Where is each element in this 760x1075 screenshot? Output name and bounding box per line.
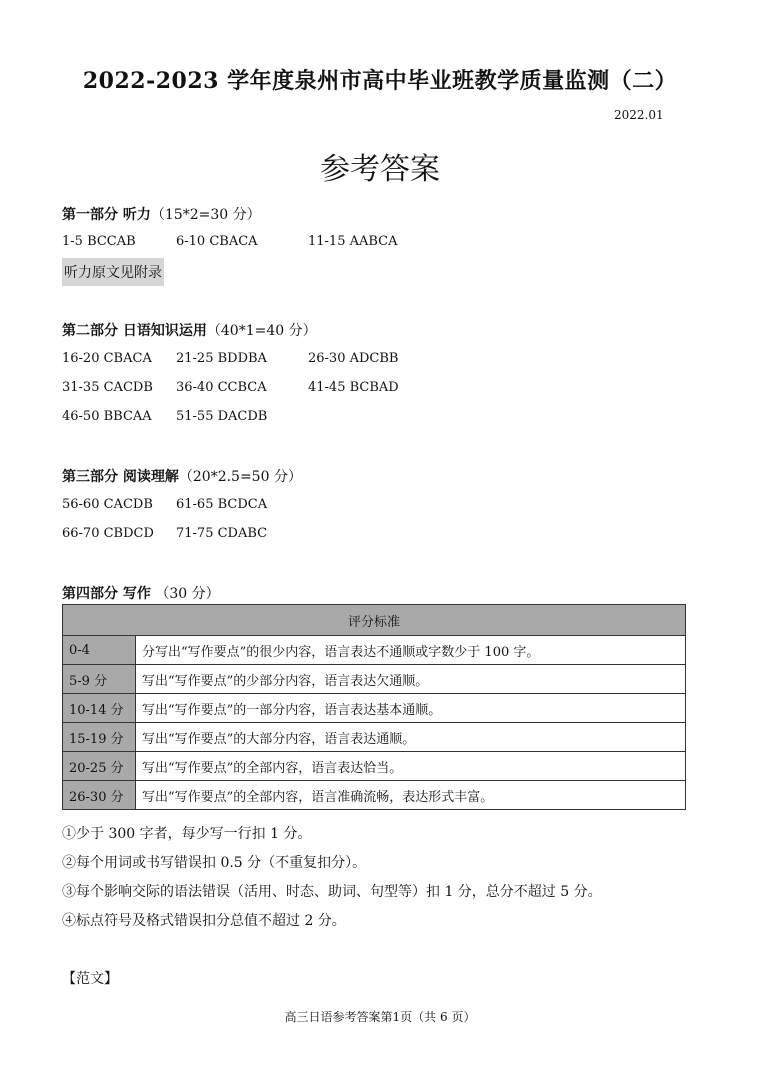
answer-group: 61-65 BCDCA xyxy=(176,497,268,512)
document-date: 2022.01 xyxy=(614,108,664,122)
part3-heading xyxy=(62,466,302,486)
answer-group: 6-10 CBACA xyxy=(176,234,258,249)
answer-group: 26-30 ADCBB xyxy=(308,351,399,366)
score-range: 15-19 分 xyxy=(63,723,136,752)
answer-group: 51-55 DACDB xyxy=(176,409,268,424)
answer-group: 11-15 AABCA xyxy=(308,234,398,249)
score-description: 写出“写作要点”的全部内容，语言准确流畅，表达形式丰富。 xyxy=(136,781,686,810)
table-row xyxy=(63,636,686,665)
part4-title: 第四部分 写作 xyxy=(62,586,151,602)
document-title: 2022-2023 学年度泉州市高中毕业班教学质量监测（二） xyxy=(82,68,678,94)
table-row xyxy=(63,723,686,752)
answer-group: 21-25 BDDBA xyxy=(176,351,267,366)
part1-heading xyxy=(62,204,261,224)
table-row xyxy=(63,665,686,694)
answer-group: 31-35 CACDB xyxy=(62,380,153,395)
score-range: 0-4 xyxy=(63,636,136,665)
listening-note: 听力原文见附录 xyxy=(62,258,164,286)
score-description: 写出“写作要点”的少部分内容，语言表达欠通顺。 xyxy=(136,665,686,694)
page-footer: 高三日语参考答案第1页（共 6 页） xyxy=(284,1010,476,1024)
part3-score: （20*2.5=50 分） xyxy=(178,469,302,485)
sample-essay-label: 【范文】 xyxy=(62,971,118,987)
answer-group: 41-45 BCBAD xyxy=(308,380,399,395)
deduction-rule: ②每个用词或书写错误扣 0.5 分（不重复扣分）。 xyxy=(62,855,367,871)
answer-group: 56-60 CACDB xyxy=(62,497,153,512)
score-description: 写出“写作要点”的一部分内容，语言表达基本通顺。 xyxy=(136,694,686,723)
document-subtitle: 参考答案 xyxy=(320,152,440,187)
part1-score: （15*2=30 分） xyxy=(150,207,261,223)
score-range: 26-30 分 xyxy=(63,781,136,810)
answer-group: 71-75 CDABC xyxy=(176,526,268,541)
table-row xyxy=(63,694,686,723)
part4-score: （30 分） xyxy=(155,586,220,602)
score-description: 写出“写作要点”的全部内容，语言表达恰当。 xyxy=(136,752,686,781)
scoring-table xyxy=(62,604,686,810)
part3-title: 第三部分 阅读理解 xyxy=(62,469,179,485)
answer-group: 36-40 CCBCA xyxy=(176,380,267,395)
part2-heading xyxy=(62,320,317,340)
score-range: 10-14 分 xyxy=(63,694,136,723)
score-description: 写出“写作要点”的大部分内容，语言表达通顺。 xyxy=(136,723,686,752)
answer-group: 1-5 BCCAB xyxy=(62,234,136,249)
score-description: 分写出“写作要点”的很少内容，语言表达不通顺或字数少于 100 字。 xyxy=(136,636,686,665)
part2-score: （40*1=40 分） xyxy=(206,323,317,339)
scoring-table-header-row xyxy=(63,605,686,636)
table-row xyxy=(63,752,686,781)
part2-title: 第二部分 日语知识运用 xyxy=(62,323,207,339)
part4-heading xyxy=(62,583,220,603)
part1-title: 第一部分 听力 xyxy=(62,207,151,223)
deduction-rule: ④标点符号及格式错误扣分总值不超过 2 分。 xyxy=(62,913,346,929)
answer-group: 16-20 CBACA xyxy=(62,351,152,366)
deduction-rule: ①少于 300 字者，每少写一行扣 1 分。 xyxy=(62,826,312,842)
answer-group: 46-50 BBCAA xyxy=(62,409,152,424)
answer-group: 66-70 CBDCD xyxy=(62,526,154,541)
score-range: 5-9 分 xyxy=(63,665,136,694)
deduction-rule: ③每个影响交际的语法错误（活用、时态、助词、句型等）扣 1 分，总分不超过 5 分。 xyxy=(62,884,602,900)
score-range: 20-25 分 xyxy=(63,752,136,781)
table-row xyxy=(63,781,686,810)
scoring-table-header: 评分标准 xyxy=(63,605,686,636)
